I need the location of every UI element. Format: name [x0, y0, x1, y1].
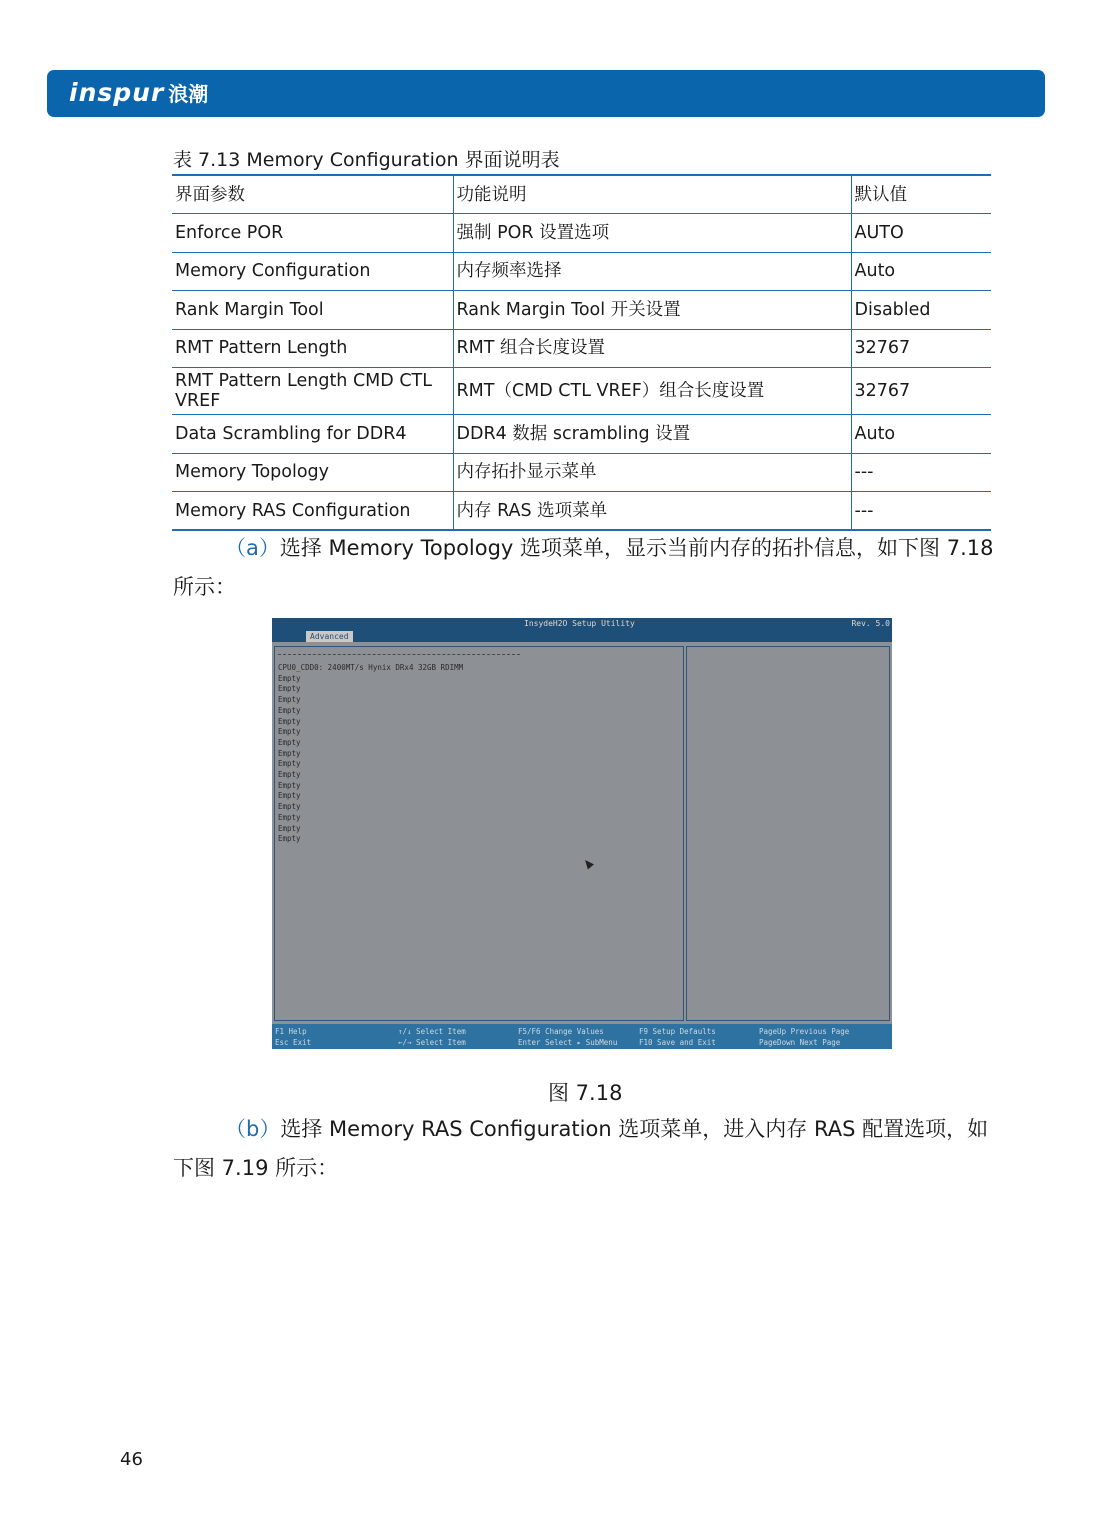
- bios-empty-slot: Empty: [278, 780, 301, 790]
- cell-param: Memory Topology: [172, 453, 453, 492]
- cell-function: DDR4 数据 scrambling 设置: [453, 415, 851, 454]
- bios-empty-slot: Empty: [278, 791, 301, 801]
- table-row: [172, 492, 991, 531]
- cell-function: Rank Margin Tool 开关设置: [453, 291, 851, 330]
- bios-title: InsydeH2O Setup Utility: [524, 619, 635, 628]
- paragraph-b-line1: [225, 1117, 988, 1141]
- figure-caption: 图 7.18: [548, 1081, 623, 1105]
- bios-empty-slot: Empty: [278, 802, 301, 812]
- bios-key-legend: [272, 1024, 892, 1049]
- cell-function: 内存 RAS 选项菜单: [453, 492, 851, 531]
- col-header-param: 界面参数: [172, 175, 453, 214]
- cell-param: Memory Configuration: [172, 252, 453, 291]
- cell-param: RMT Pattern Length CMD CTL VREF: [172, 368, 453, 415]
- header-bar: [47, 70, 1045, 117]
- bios-empty-slot: Empty: [278, 770, 301, 780]
- bios-key-hint: ↑/↓ Select Item: [398, 1027, 466, 1036]
- bios-empty-slot: Empty: [278, 812, 301, 822]
- memory-configuration-table: [172, 174, 991, 531]
- bios-empty-slot: Empty: [278, 705, 301, 715]
- cell-function: 强制 POR 设置选项: [453, 214, 851, 253]
- paragraph-a-marker: （a）: [225, 536, 280, 560]
- cell-default: Auto: [851, 415, 991, 454]
- bios-empty-slot: Empty: [278, 737, 301, 747]
- bios-divider: [278, 654, 520, 655]
- inspur-logo: [69, 78, 208, 107]
- cell-param: RMT Pattern Length: [172, 329, 453, 368]
- table-row: [172, 368, 991, 415]
- bios-key-hint: Esc Exit: [275, 1038, 312, 1047]
- logo-en: inspur: [69, 78, 165, 107]
- bios-empty-slot: Empty: [278, 748, 301, 758]
- bios-topology-list: [278, 663, 463, 845]
- paragraph-b-text: 选择 Memory RAS Configuration 选项菜单，进入内存 RAS 配置选项，如: [280, 1117, 989, 1141]
- paragraph-a-text: 选择 Memory Topology 选项菜单，显示当前内存的拓扑信息，如下图 7.18: [279, 536, 994, 560]
- table-row: [172, 252, 991, 291]
- bios-empty-slot: Empty: [278, 834, 301, 844]
- cell-param: Data Scrambling for DDR4: [172, 415, 453, 454]
- cell-default: ---: [851, 492, 991, 531]
- bios-empty-slot: Empty: [278, 695, 301, 705]
- cell-function: 内存频率选择: [453, 252, 851, 291]
- bios-screenshot: [272, 618, 892, 1049]
- bios-tab-bar: [272, 630, 892, 642]
- cell-function: 内存拓扑显示菜单: [453, 453, 851, 492]
- bios-main-panel: [274, 646, 684, 1021]
- bios-dimm-entry: CPU0_CDD0: 2400MT/s Hynix DRx4 32GB RDIMM: [278, 663, 464, 672]
- cell-default: Auto: [851, 252, 991, 291]
- bios-empty-slot: Empty: [278, 727, 301, 737]
- paragraph-b-marker: （b）: [225, 1117, 281, 1141]
- logo-cn: 浪潮: [168, 82, 209, 106]
- paragraph-b-line2: 下图 7.19 所示：: [173, 1156, 339, 1180]
- table-row: [172, 291, 991, 330]
- cell-default: 32767: [851, 329, 991, 368]
- table-row: [172, 329, 991, 368]
- cell-default: 32767: [851, 368, 991, 415]
- bios-key-hint: PageUp Previous Page: [759, 1027, 850, 1036]
- cell-function: RMT（CMD CTL VREF）组合长度设置: [453, 368, 851, 415]
- col-header-function: 功能说明: [453, 175, 851, 214]
- cell-param: Memory RAS Configuration: [172, 492, 453, 531]
- page-number: 46: [120, 1449, 143, 1470]
- bios-empty-slot: Empty: [278, 673, 301, 683]
- bios-revision: Rev. 5.0: [851, 619, 890, 628]
- bios-key-hint: ←/→ Select Item: [398, 1038, 466, 1047]
- bios-key-hint: F10 Save and Exit: [639, 1038, 716, 1047]
- bios-key-hint: Enter Select ▸ SubMenu: [518, 1038, 618, 1047]
- mouse-cursor-icon: [582, 857, 594, 869]
- bios-key-hint: F5/F6 Change Values: [518, 1027, 604, 1036]
- paragraph-a-line1: [225, 536, 993, 560]
- bios-key-hint: PageDown Next Page: [759, 1038, 841, 1047]
- table-row: [172, 453, 991, 492]
- bios-empty-slot: Empty: [278, 684, 301, 694]
- table-row: [172, 214, 991, 253]
- table-header-row: [172, 175, 991, 214]
- cell-param: Enforce POR: [172, 214, 453, 253]
- cell-param: Rank Margin Tool: [172, 291, 453, 330]
- cell-function: RMT 组合长度设置: [453, 329, 851, 368]
- col-header-default: 默认值: [851, 175, 991, 214]
- cell-default: AUTO: [851, 214, 991, 253]
- cell-default: Disabled: [851, 291, 991, 330]
- paragraph-a-line2: 所示：: [173, 575, 236, 599]
- bios-key-hint: F1 Help: [275, 1027, 307, 1036]
- bios-empty-slot: Empty: [278, 716, 301, 726]
- bios-empty-slot: Empty: [278, 759, 301, 769]
- table-caption: 表 7.13 Memory Configuration 界面说明表: [173, 149, 560, 171]
- bios-tab-advanced: Advanced: [306, 631, 353, 642]
- cell-default: ---: [851, 453, 991, 492]
- bios-empty-slot: Empty: [278, 823, 301, 833]
- bios-title-bar: [272, 618, 892, 630]
- bios-help-panel: [686, 646, 890, 1021]
- bios-key-hint: F9 Setup Defaults: [639, 1027, 716, 1036]
- table-row: [172, 415, 991, 454]
